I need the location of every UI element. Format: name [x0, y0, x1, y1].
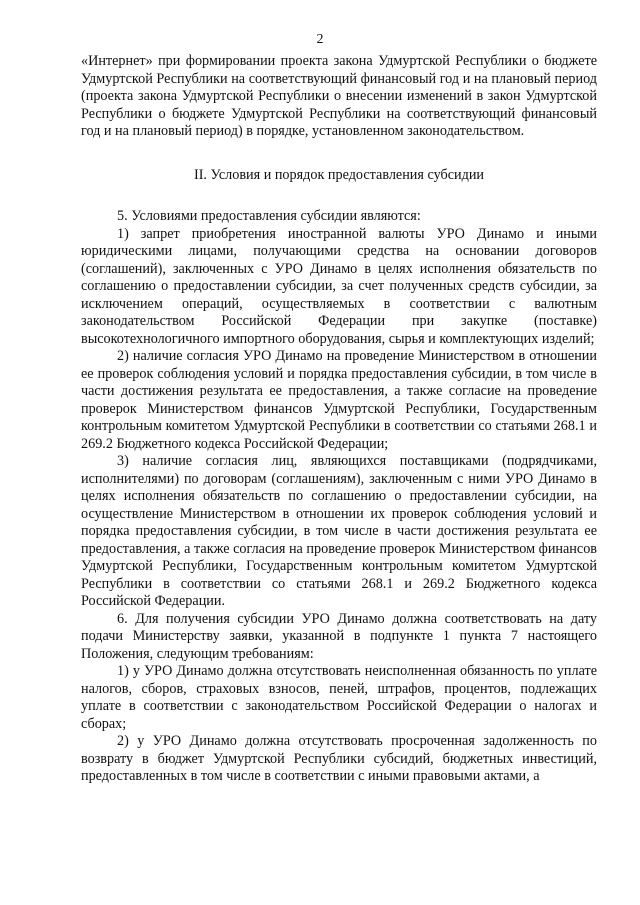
page-number: 2	[316, 32, 324, 47]
paragraph-clause-5-2: 2) наличие согласия УРО Динамо на проведение Министерством в отношении ее проверок соблюдения условий и порядка предоставления субсидии, в том числе в части достижения результата ее предоставления, а также согласие на проведение проверок Министерством финансов Удмуртской Республики, Государственным контрольным комитетом Удмуртской Республики в соответствии со статьями 268.1 и 269.2 Бюджетного кодекса Российской Федерации;	[81, 348, 597, 452]
paragraph-clause-6-2: 2) у УРО Динамо должна отсутствовать просроченная задолженность по возврату в бюджет Удмуртской Республики субсидий, бюджетных инвестиций, предоставленных в том числе в соответствии с иными правовыми актами, а	[81, 733, 597, 784]
section-heading: II. Условия и порядок предоставления субсидии	[193, 166, 485, 183]
paragraph-clause-6: 6. Для получения субсидии УРО Динамо должна соответствовать на дату подачи Министерству заявки, указанной в подпункте 1 пункта 7 настоящего Положения, следующим требованиям:	[81, 610, 597, 662]
paragraph-clause-5-3: 3) наличие согласия лиц, являющихся поставщиками (подрядчиками, исполнителями) по договорам (соглашениям), заключенным с ними УРО Динамо в целях исполнения обязательств по соглашению о предоставлении субсидии, на осуществление Министерством в отношении их проверок соблюдения условий и порядка предоставления субсидии, в том числе в части достижения результата ее предоставления, а также согласия на проведение проверок Министерством финансов Удмуртской Республики, Государственным контрольным комитетом Удмуртской Республики в соответствии со статьями 268.1 и 269.2 Бюджетного кодекса Российской Федерации.	[81, 453, 597, 609]
document-body	[81, 53, 597, 786]
paragraph-clause-5-1: 1) запрет приобретения иностранной валюты УРО Динамо и иными юридическими лицами, получающими средства на основании договоров (соглашений), заключенных с УРО Динамо в целях исполнения обязательств по соглашению о предоставлении субсидии, за счет полученных средств субсидии, за исключением операций, осуществляемых в соответствии с валютным законодательством Российской Федерации при закупке (поставке) высокотехнологичного импортного оборудования, сырья и комплектующих изделий;	[81, 225, 597, 347]
paragraph-clause-5: 5. Условиями предоставления субсидии являются:	[117, 208, 421, 224]
intro-paragraph: «Интернет» при формировании проекта закона Удмуртской Республики о бюджете Удмуртской Республики на соответствующий финансовый год и на плановый период (проекта закона Удмуртской Республики о внесении изменений в закон Удмуртской Республики о бюджете Удмуртской Республики на соответствующий финансовый год и на плановый период) в порядке, установленном законодательством.	[81, 53, 597, 139]
paragraph-clause-6-1: 1) у УРО Динамо должна отсутствовать неисполненная обязанность по уплате налогов, сборов, страховых взносов, пеней, штрафов, процентов, подлежащих уплате в соответствии с законодательством Российской Федерации о налогах и сборах;	[81, 663, 597, 732]
